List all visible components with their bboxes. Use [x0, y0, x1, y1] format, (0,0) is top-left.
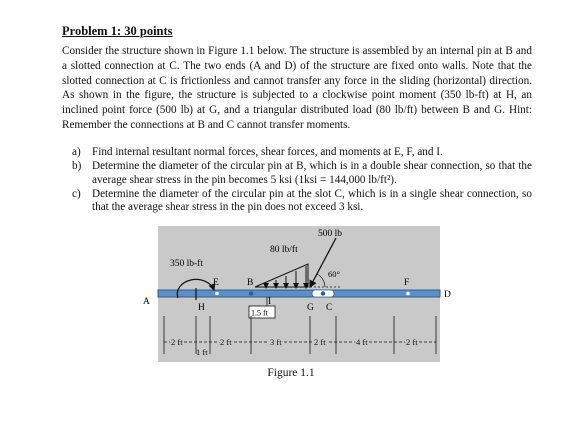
question-text: Determine the diameter of the circular pin at B, which is in a double shear connection, so that the average shear stress in the pin becomes 5 ksi (1ksi = 144,000 lb/ft²). — [92, 160, 532, 186]
dim-label: 1 ft — [196, 347, 208, 357]
label-moment: 350 lb-ft — [170, 259, 203, 269]
question-text: Find internal resultant normal forces, shear forces, and moments at E, F, and I. — [92, 146, 443, 158]
label-point-i: I — [268, 297, 272, 307]
marker-e — [215, 292, 219, 296]
dim-label: 2 ft — [406, 337, 418, 347]
label-point-c: C — [326, 303, 333, 313]
question-a — [70, 146, 532, 160]
label-dim-i: 1.5 ft — [251, 308, 268, 318]
label-point-b: B — [247, 278, 254, 288]
structure-figure — [140, 226, 470, 362]
question-list — [70, 146, 532, 215]
pin-b — [249, 291, 253, 295]
question-c — [70, 188, 532, 215]
question-b — [70, 160, 532, 187]
question-tag: c) — [72, 187, 81, 200]
question-tag: b) — [72, 160, 82, 172]
question-tag: a) — [72, 146, 81, 158]
label-distributed: 80 lb/ft — [270, 245, 298, 255]
label-force: 500 lb — [318, 229, 343, 239]
figure-caption: Figure 1.1 — [267, 367, 315, 379]
marker-f — [406, 292, 410, 296]
problem-intro: Consider the structure shown in Figure 1.1 below. The structure is assembled by an internal pin at B and a slotted connection at C. The two ends (A and D) of the structure are fixed onto walls. Note that the slotted connection at C is frictionless and cannot transfer any force in the sliding (horizontal) direction. As shown in the figure, the structure is subjected to a clockwise point moment (350 lb-ft) at H, an inclined point force (500 lb) at G, and a triangular distributed load (80 lb/ft) between B and G. Hint: Remember the connections at B and C cannot transfer moments. — [62, 45, 532, 131]
label-point-f: F — [404, 278, 410, 288]
label-angle: 60° — [328, 269, 340, 279]
label-point-d: D — [444, 290, 451, 300]
beam — [158, 290, 440, 297]
structure-diagram — [140, 226, 470, 362]
slot-pin-c — [321, 291, 325, 295]
label-point-a: A — [143, 297, 150, 307]
dim-label: 2 ft — [171, 337, 183, 347]
question-text: Determine the diameter of the circular pin at the slot C, which is in a single shear connection, so that the average shear stress in the pin does not exceed 3 ksi. — [92, 187, 532, 213]
label-point-h: H — [198, 303, 205, 313]
dim-label: 3 ft — [270, 337, 282, 347]
dim-label: 4 ft — [356, 337, 368, 347]
problem-title: Problem 1: 30 points — [62, 24, 173, 38]
dim-label: 2 ft — [220, 337, 232, 347]
label-point-e: E — [213, 278, 219, 288]
dim-label: 2 ft — [314, 337, 326, 347]
label-point-g: G — [307, 303, 314, 313]
